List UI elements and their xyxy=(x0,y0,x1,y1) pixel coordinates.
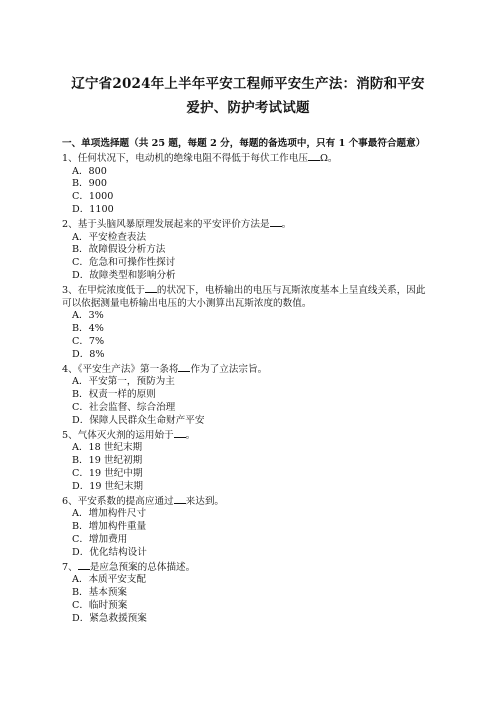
answer-blank xyxy=(178,362,190,372)
answer-blank xyxy=(174,494,186,504)
option-a: A．800 xyxy=(72,165,107,177)
option-b: B．19 世纪初期 xyxy=(72,455,143,467)
option-d: D．故障类型和影响分析 xyxy=(72,269,176,281)
option-a: A．增加构件尺寸 xyxy=(72,508,147,520)
option-d: D．1100 xyxy=(72,203,114,215)
question-text: 1、任何状况下，电动机的绝缘电阻不得低于每伏工作电压 Ω。 xyxy=(62,152,338,164)
option-d: D．保障人民群众生命财产平安 xyxy=(72,414,205,426)
option-a: A．18 世纪末期 xyxy=(72,442,143,454)
option-c: C．1000 xyxy=(72,191,114,203)
question-5 xyxy=(62,428,434,494)
option-b: B．故障假设分析方法 xyxy=(72,244,166,256)
option-b: B．增加构件重量 xyxy=(72,521,147,533)
question-text: 6、平安系数的提高应通过 来达到。 xyxy=(62,495,225,507)
option-c: C．危急和可操作性探讨 xyxy=(72,257,176,269)
option-b: B．权责一样的原则 xyxy=(72,389,156,401)
question-1 xyxy=(62,151,434,217)
option-a: A．3% xyxy=(72,310,104,322)
question-4 xyxy=(62,362,434,428)
option-c: C．增加费用 xyxy=(72,533,128,545)
option-d: D．优化结构设计 xyxy=(72,546,147,558)
question-text: 2、基于头脑风暴原理发展起来的平安评价方法是 。 xyxy=(62,218,292,230)
document-title-line-2: 爱护、防护考试试题 xyxy=(186,100,310,116)
document-title-line-1: 辽宁省2024年上半年平安工程师平安生产法：消防和平安 xyxy=(71,76,425,92)
option-d: D．19 世纪末期 xyxy=(72,480,143,492)
question-2 xyxy=(62,217,434,283)
option-b: B．900 xyxy=(72,178,107,190)
question-text: 4、《平安生产法》第一条将 作为了立法宗旨。 xyxy=(62,363,268,375)
answer-blank xyxy=(308,151,320,161)
option-c: C．7% xyxy=(72,335,105,347)
question-3 xyxy=(62,283,434,362)
question-6 xyxy=(62,494,434,560)
option-c: C．临时预案 xyxy=(72,599,128,611)
option-c: C．19 世纪中期 xyxy=(72,467,143,479)
option-a: A．平安检查表法 xyxy=(72,231,147,243)
document-body xyxy=(62,138,434,625)
option-d: D．8% xyxy=(72,348,105,360)
answer-blank xyxy=(174,428,186,438)
question-text: 7、 是应急预案的总体描述。 xyxy=(62,561,196,573)
question-text: 3、在甲烷浓度低于 的状况下，电桥输出的电压与瓦斯浓度基本上呈直线关系，因此可以依据测量电桥输出电压的大小测算出瓦斯浓度的数值。 xyxy=(62,284,426,309)
question-text: 5、气体灭火剂的运用始于 。 xyxy=(62,429,196,441)
answer-blank xyxy=(78,560,90,570)
option-c: C．社会监督、综合治理 xyxy=(72,401,176,413)
question-7 xyxy=(62,560,434,626)
option-a: A．本质平安支配 xyxy=(72,574,147,586)
answer-blank xyxy=(270,217,282,227)
option-b: B．4% xyxy=(72,323,104,335)
option-a: A．平安第一，预防为主 xyxy=(72,376,175,388)
option-b: B．基本预案 xyxy=(72,587,128,599)
section-heading: 一、单项选择题（共 25 题，每题 2 分，每题的备选项中，只有 1 个事最符合题意） xyxy=(62,138,426,149)
answer-blank xyxy=(145,283,157,293)
option-d: D．紧急救援预案 xyxy=(72,612,147,624)
